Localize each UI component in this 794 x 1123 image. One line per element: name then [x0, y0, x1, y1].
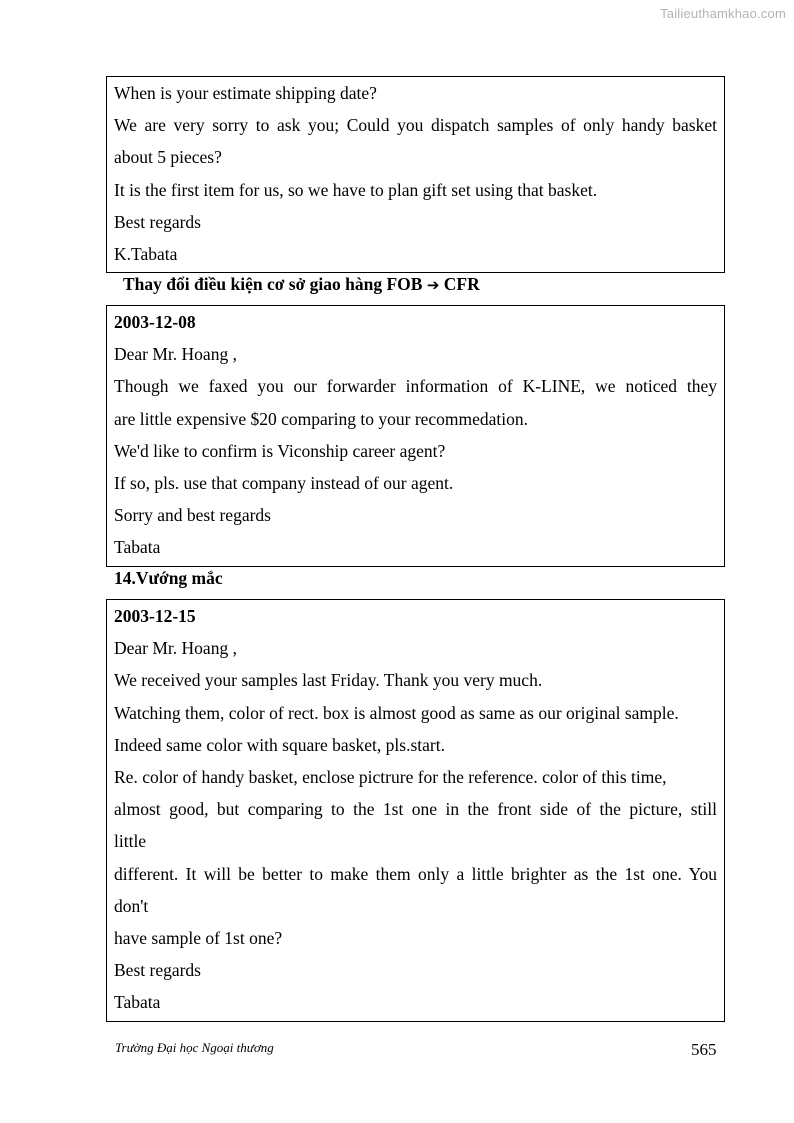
section-heading-fob-cfr: [123, 273, 480, 296]
email-line: have sample of 1st one?: [114, 927, 283, 948]
email-line: We'd like to confirm is Viconship career agent?: [114, 440, 446, 461]
email-line: almost good, but comparing to the 1st one in the front side of the picture, still: [114, 799, 717, 820]
email-line: little: [114, 831, 147, 852]
email-date: 2003-12-15: [114, 606, 196, 626]
email-line: Dear Mr. Hoang ,: [114, 638, 237, 659]
email-box-1: [106, 76, 725, 273]
watermark: Tailieuthamkhao.com: [660, 6, 786, 21]
footer-school-name: Trường Đại học Ngoại thương: [115, 1040, 274, 1055]
email-line: Tabata: [114, 992, 161, 1013]
email-date: 2003-12-08: [114, 312, 196, 332]
page-number: 565: [691, 1040, 717, 1059]
email-line: Sorry and best regards: [114, 505, 271, 526]
email-line: about 5 pieces?: [114, 147, 222, 168]
heading-text-after: CFR: [439, 274, 480, 294]
email-line: If so, pls. use that company instead of our agent.: [114, 472, 454, 493]
email-line: Tabata: [114, 537, 161, 558]
email-line: K.Tabata: [114, 243, 178, 264]
email-line: Indeed same color with square basket, pls.start.: [114, 734, 445, 755]
section-heading-issues: 14.Vướng mắc: [114, 568, 223, 588]
email-line: Watching them, color of rect. box is almost good as same as our original sample.: [114, 702, 679, 723]
arrow-right-icon: ➔: [426, 276, 440, 294]
email-box-2: [106, 305, 725, 567]
email-line: It is the first item for us, so we have to plan gift set using that basket.: [114, 179, 598, 200]
email-box-3: [106, 599, 725, 1022]
email-line: Though we faxed you our forwarder information of K-LINE, we noticed they: [114, 376, 717, 397]
email-line: We are very sorry to ask you; Could you dispatch samples of only handy basket: [114, 115, 717, 136]
email-line: Best regards: [114, 211, 201, 232]
email-line: Dear Mr. Hoang ,: [114, 344, 237, 365]
email-line: Re. color of handy basket, enclose pictrure for the reference. color of this time,: [114, 766, 667, 787]
email-line: different. It will be better to make them only a little brighter as the 1st one. You: [114, 863, 717, 884]
email-line: don't: [114, 895, 149, 916]
heading-text-before: Thay đổi điều kiện cơ sở giao hàng FOB: [123, 274, 427, 294]
email-line: are little expensive $20 comparing to your recommedation.: [114, 408, 529, 429]
email-line: Best regards: [114, 960, 201, 981]
email-line: When is your estimate shipping date?: [114, 83, 377, 103]
email-line: We received your samples last Friday. Thank you very much.: [114, 670, 543, 691]
